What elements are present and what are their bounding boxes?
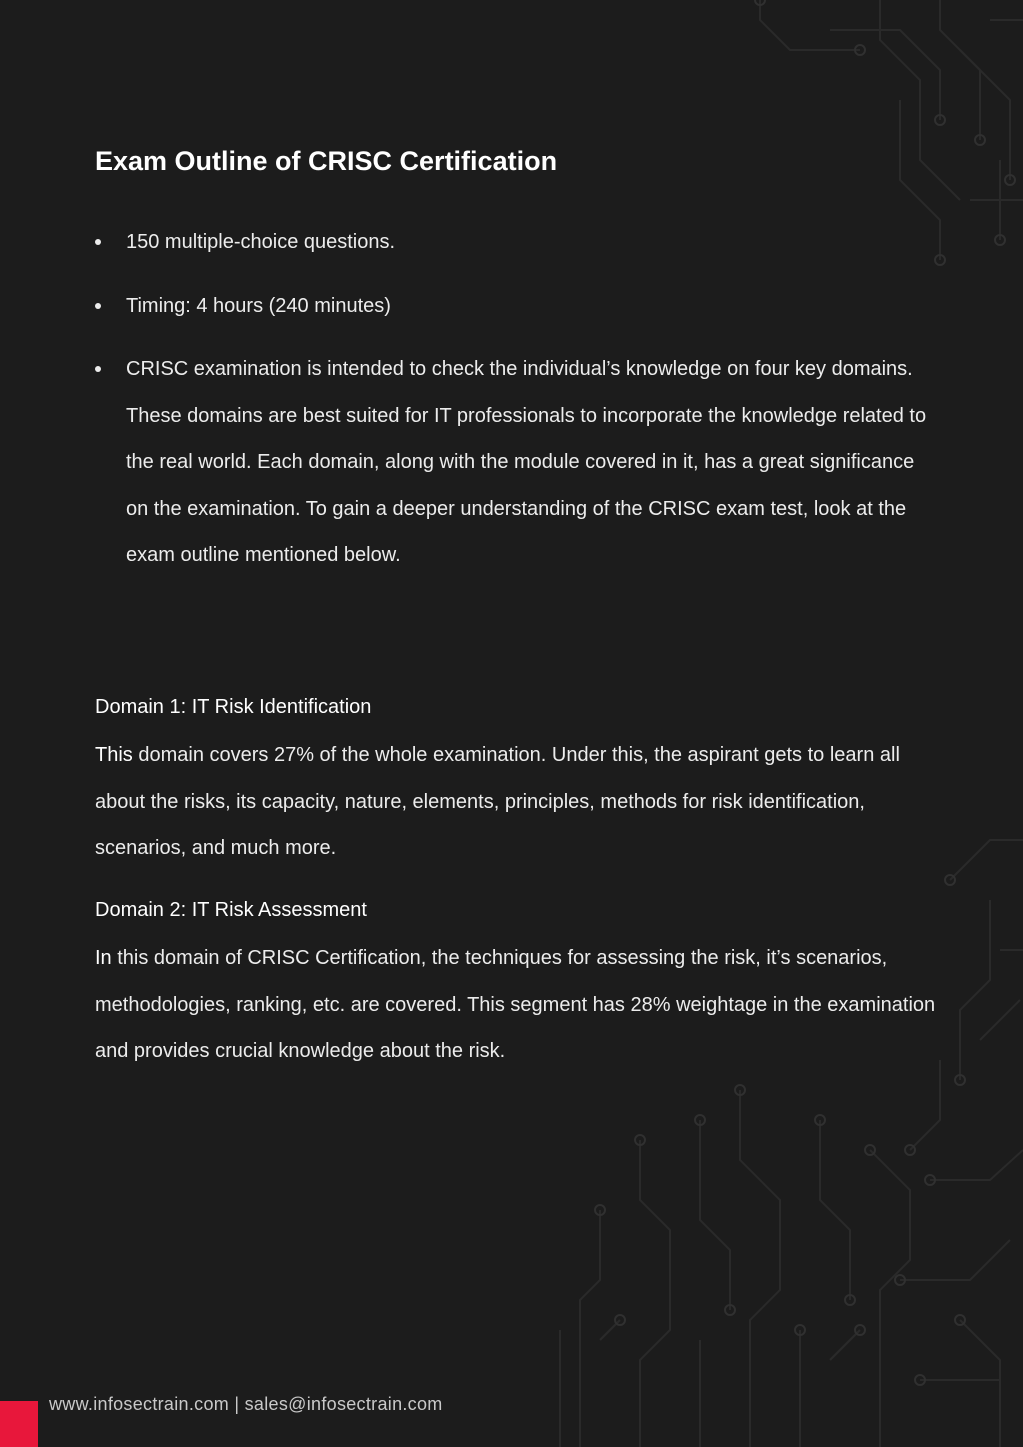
footer-contact: www.infosectrain.com | sales@infosectrain.com bbox=[49, 1394, 443, 1414]
footer-accent-block bbox=[0, 1401, 38, 1447]
domain-2-heading: Domain 2: IT Risk Assessment bbox=[95, 899, 367, 921]
list-item bbox=[95, 219, 940, 266]
page-title: Exam Outline of CRISC Certification bbox=[95, 146, 558, 176]
list-item-text: CRISC examination is intended to check the individual’s knowledge on four key domains. These domains are best suited for IT professionals to incorporate the knowledge related to the real world. Each domain, along with the module covered in it, has a great significance on the examination. To gain a deeper understanding of the CRISC exam test, look at the exam outline mentioned below. bbox=[126, 358, 927, 566]
list-item bbox=[95, 283, 940, 330]
list-item-text: Timing: 4 hours (240 minutes) bbox=[126, 294, 391, 317]
domain-1-lead-word: This bbox=[95, 744, 133, 766]
domain-1-text: domain covers 27% of the whole examination. Under this, the aspirant gets to learn all about the risks, its capacity, nature, elements, principles, methods for risk identification, scenarios, and much more. bbox=[95, 744, 900, 859]
exam-outline-list bbox=[95, 219, 940, 579]
bullet-icon bbox=[95, 239, 101, 245]
domain-2-lead-word: In bbox=[95, 947, 112, 969]
domain-2-text: this domain of CRISC Certification, the techniques for assessing the risk, it’s scenarios, methodologies, ranking, etc. are covered. This segment has 28% weightage in the examination and provides crucial knowledge about the risk. bbox=[95, 947, 936, 1062]
bullet-icon bbox=[95, 366, 101, 372]
list-item-text: 150 multiple-choice questions. bbox=[126, 231, 396, 253]
domain-2-description bbox=[95, 935, 940, 1075]
list-item bbox=[95, 346, 940, 579]
bullet-icon bbox=[95, 303, 101, 309]
domain-1-heading: Domain 1: IT Risk Identification bbox=[95, 696, 372, 718]
domain-1-description bbox=[95, 732, 940, 872]
